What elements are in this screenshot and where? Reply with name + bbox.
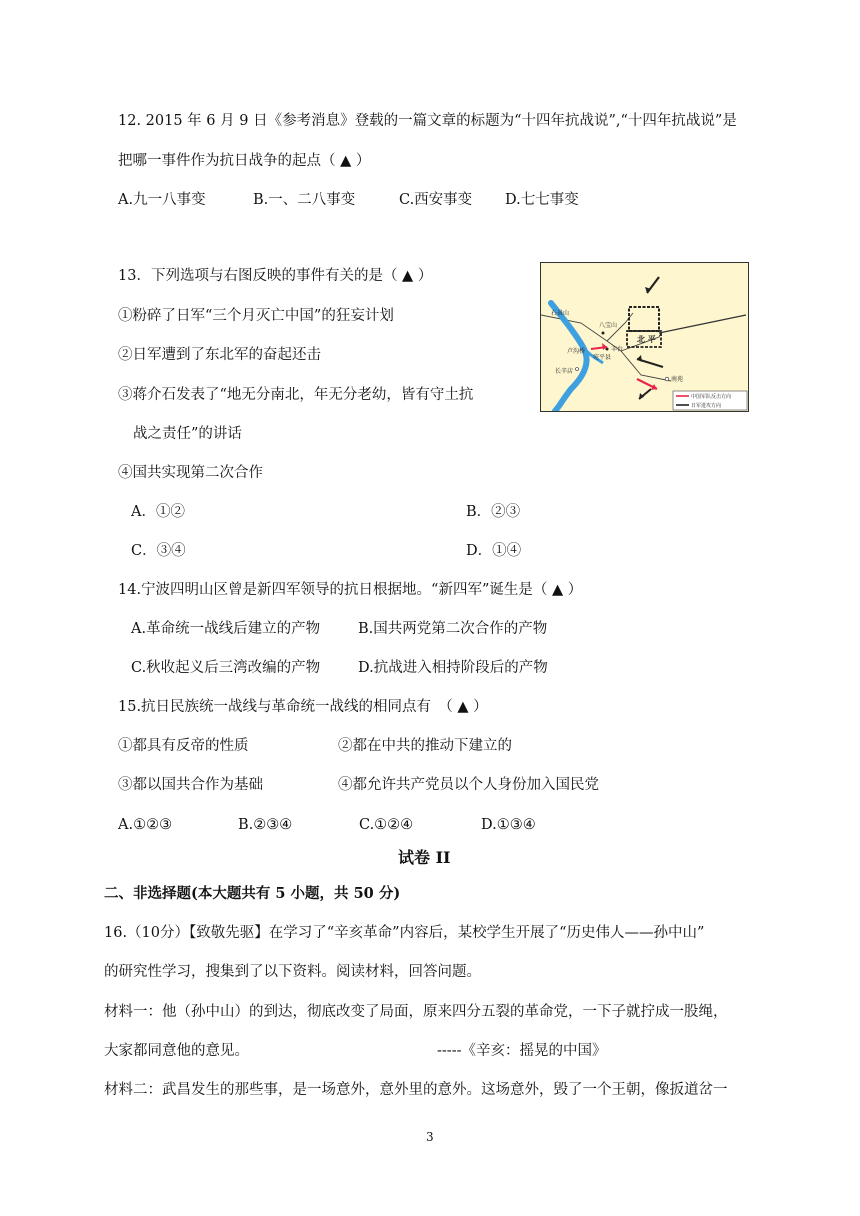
- q13-option-b: B．②③: [466, 504, 521, 520]
- q13-item-3: ③蒋介石发表了“地无分南北，年无分老幼，皆有守土抗: [118, 387, 474, 403]
- q12-option-c: C.西安事变: [399, 192, 473, 208]
- q12-option-b: B.一、二八事变: [253, 192, 356, 208]
- q14-option-a: A.革命统一战线后建立的产物: [131, 621, 321, 637]
- q15-item-1: ①都具有反帝的性质: [118, 738, 249, 754]
- legend-china-label: 中国军队反击方向: [691, 394, 732, 400]
- railway-east: [659, 315, 746, 333]
- map-marker-babaoshan: [602, 332, 605, 335]
- road-south: [621, 351, 671, 381]
- q14-option-c: C.秋收起义后三湾改编的产物: [131, 660, 321, 676]
- q15-option-b: B.②③④: [238, 817, 293, 833]
- q15-item-2: ②都在中共的推动下建立的: [338, 738, 512, 754]
- q13-option-a: A．①②: [131, 504, 185, 520]
- map-label-nanyuan: 南苑: [671, 376, 684, 383]
- section-heading: 二、非选择题(本大题共有 5 小题，共 50 分): [104, 885, 401, 902]
- q16-line2: 的研究性学习，搜集到了以下资料。阅读材料，回答问题。: [104, 964, 481, 980]
- q15-item-3: ③都以国共合作为基础: [118, 777, 263, 793]
- map-label-babaoshan: 八宝山: [599, 322, 618, 329]
- q16-material1-source: -----《辛亥：摇晃的中国》: [437, 1043, 607, 1059]
- q12-option-a: A.九一八事变: [118, 192, 206, 208]
- q16-material1-line1: 材料一：他（孙中山）的到达，彻底改变了局面，原来四分五裂的革命党，一下子就拧成一股绳，: [104, 1004, 728, 1020]
- q13-item-2: ②日军遭到了东北军的奋起还击: [118, 347, 321, 363]
- map-marker-nanyuan: [665, 377, 669, 381]
- q14-option-b: B.国共两党第二次合作的产物: [358, 621, 548, 637]
- q13-stem: 13．下列选项与右图反映的事件有关的是（ ▲ ）: [118, 268, 433, 284]
- q15-stem: 15.抗日民族统一战线与革命统一战线的相同点有 （ ▲ ）: [118, 699, 488, 715]
- battle-map: [540, 262, 749, 412]
- map-label-changxindian: 长辛店: [555, 368, 574, 375]
- q13-item-1: ①粉碎了日军“三个月灭亡中国”的狂妄计划: [118, 308, 394, 324]
- japan-arrow-head-nanyuan: [637, 355, 642, 362]
- q13-option-d: D．①④: [466, 543, 522, 559]
- q12-line2: 把哪一事件作为抗日战争的起点（ ▲ ）: [118, 153, 371, 169]
- map-marker-changxindian: [576, 368, 579, 371]
- q14-option-d: D.抗战进入相持阶段后的产物: [358, 660, 548, 676]
- q15-item-4: ④都允许共产党员以个人身份加入国民党: [338, 777, 599, 793]
- section-title: 试卷 II: [398, 848, 451, 867]
- map-label-shijingshan: 石景山: [551, 310, 570, 317]
- q13-item-4: ④国共实现第二次合作: [118, 465, 263, 481]
- river: [551, 303, 587, 411]
- page-number: 3: [426, 1130, 434, 1144]
- q13-item-3-cont: 战之责任”的讲话: [133, 426, 242, 442]
- q14-stem: 14.宁波四明山区曾是新四军领导的抗日根据地。“新四军”诞生是（ ▲ ）: [118, 582, 583, 598]
- map-label-beiping: 北 平: [637, 335, 656, 344]
- q16-material1-line2: 大家都同意他的意见。: [104, 1043, 249, 1059]
- legend-japan-label: 日军进攻方向: [691, 403, 722, 409]
- q12-option-d: D.七七事变: [505, 192, 579, 208]
- q12-line1: 12. 2015 年 6 月 9 日《参考消息》登载的一篇文章的标题为“十四年抗战说”,“十四年抗战说”是: [118, 113, 737, 129]
- q13-option-c: C．③④: [131, 543, 186, 559]
- q15-option-c: C.①②④: [359, 817, 414, 833]
- q16-material2-line1: 材料二：武昌发生的那些事，是一场意外，意外里的意外。这场意外，毁了一个王朝，像扳道岔一: [104, 1082, 728, 1098]
- map-label-fengtai: 丰台: [611, 346, 624, 353]
- q15-option-d: D.①③④: [481, 817, 536, 833]
- beiping-wall: [629, 307, 659, 331]
- map-label-wanpingxian: 宛平县: [593, 354, 612, 361]
- map-label-lugouqiao: 卢沟桥: [567, 348, 586, 355]
- q15-option-a: A.①②③: [118, 817, 173, 833]
- q16-line1: 16.（10分）【致敬先驱】在学习了“辛亥革命”内容后，某校学生开展了“历史伟人——孙中山”: [104, 925, 705, 941]
